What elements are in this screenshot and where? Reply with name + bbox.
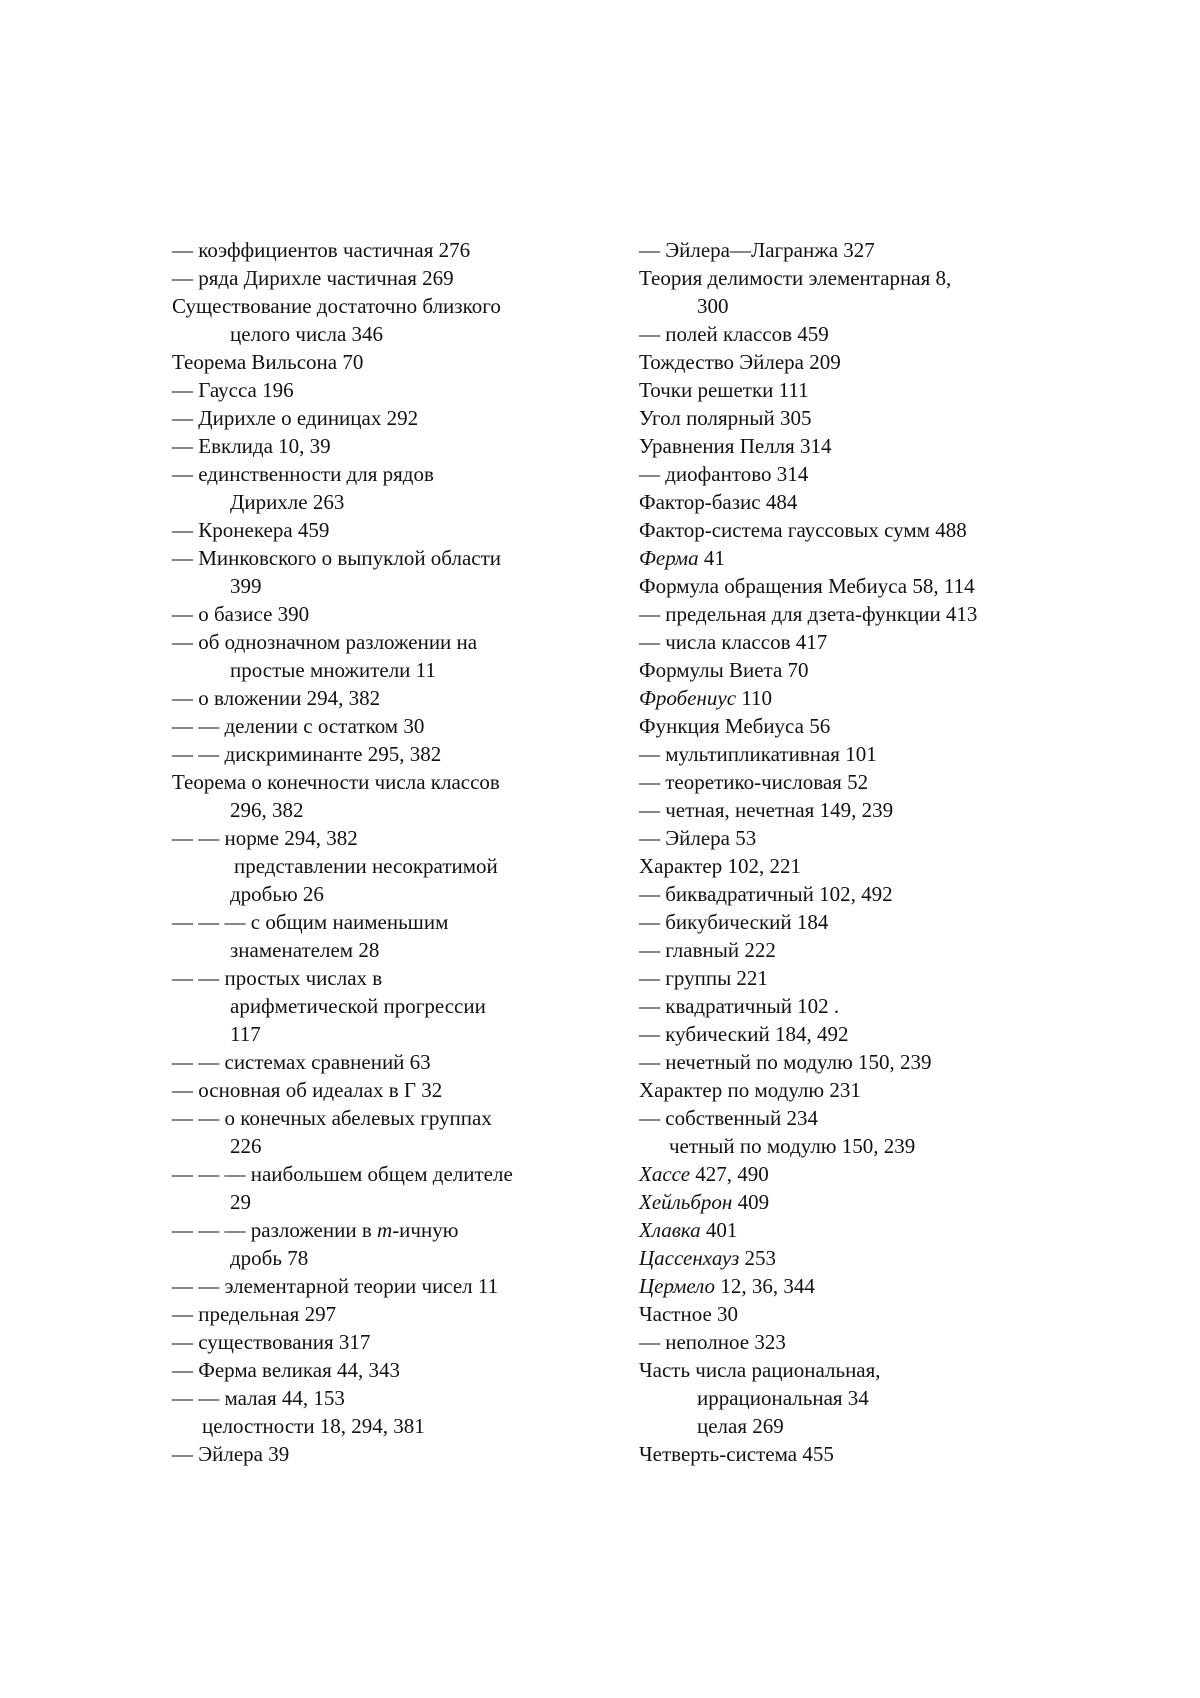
- index-entry-name: Цермело: [639, 1274, 716, 1298]
- index-entry-name: Фробениус: [639, 686, 737, 710]
- index-entry: — Евклида 10, 39: [172, 434, 331, 458]
- index-entry: Теория делимости элементарная 8,: [639, 266, 952, 290]
- index-entry: Точки решетки 111: [639, 378, 809, 402]
- index-entry-continuation: целая 269: [697, 1414, 784, 1438]
- index-entry: Существование достаточно близкого: [172, 294, 501, 318]
- index-entry: — — элементарной теории чисел 11: [172, 1274, 499, 1298]
- index-entry: — — простых числах в: [172, 966, 383, 990]
- index-entry: — о базисе 390: [172, 602, 310, 626]
- index-entry: [639, 684, 1059, 712]
- index-column-right: [639, 236, 1059, 1468]
- index-entry-continuation: Дирихле 263: [230, 490, 345, 514]
- index-entry: — — — наибольшем общем делителе: [172, 1162, 513, 1186]
- index-entry-continuation: 117: [230, 1022, 261, 1046]
- index-entry-text: — — — разложении в: [172, 1218, 378, 1242]
- index-entry: Тождество Эйлера 209: [639, 350, 841, 374]
- index-entry: — об однозначном разложении на: [172, 630, 478, 654]
- index-entry: Формулы Виета 70: [639, 658, 809, 682]
- index-entry-continuation: простые множители 11: [230, 658, 436, 682]
- index-entry-text: -ичную: [392, 1218, 459, 1242]
- index-entry: [172, 1216, 592, 1244]
- index-entry: — коэффициентов частичная 276: [172, 238, 471, 262]
- index-entry: — основная об идеалах в Г 32: [172, 1078, 443, 1102]
- index-entry: — биквадратичный 102, 492: [639, 882, 893, 906]
- index-entry: — — норме 294, 382: [172, 826, 358, 850]
- index-entry: — Минковского о выпуклой области: [172, 546, 502, 570]
- index-entry: — собственный 234: [639, 1106, 818, 1130]
- index-entry: — мультипликативная 101: [639, 742, 877, 766]
- index-entry: [639, 1244, 1059, 1272]
- index-entry: Угол полярный 305: [639, 406, 812, 430]
- index-entry: — Эйлера 53: [639, 826, 757, 850]
- index-entry: — предельная 297: [172, 1302, 337, 1326]
- index-entry: — — дискриминанте 295, 382: [172, 742, 442, 766]
- index-entry: Теорема Вильсона 70: [172, 350, 364, 374]
- index-entry: Теорема о конечности числа классов: [172, 770, 500, 794]
- index-entry-name: Хейльброн: [639, 1190, 733, 1214]
- index-entry: — Дирихле о единицах 292: [172, 406, 419, 430]
- index-entry-continuation: 399: [230, 574, 262, 598]
- index-entry-pages: 110: [736, 686, 773, 710]
- index-entry: [639, 544, 1059, 572]
- index-entry: Четверть-система 455: [639, 1442, 834, 1466]
- index-entry: Часть числа рациональная,: [639, 1358, 881, 1382]
- index-entry: — Ферма великая 44, 343: [172, 1358, 401, 1382]
- index-entry: — Гаусса 196: [172, 378, 294, 402]
- index-entry: — бикубический 184: [639, 910, 829, 934]
- index-entry: — неполное 323: [639, 1330, 786, 1354]
- index-entry: — — делении с остатком 30: [172, 714, 425, 738]
- index-entry: — Эйлера 39: [172, 1442, 290, 1466]
- index-entry-continuation: знаменателем 28: [230, 938, 380, 962]
- index-entry-pages: 427, 490: [690, 1162, 769, 1186]
- index-entry-name: Хассе: [639, 1162, 691, 1186]
- index-entry: — группы 221: [639, 966, 768, 990]
- index-entry: — числа классов 417: [639, 630, 828, 654]
- index-entry: — — — с общим наименьшим: [172, 910, 449, 934]
- math-variable: m: [377, 1218, 393, 1242]
- index-entry-continuation: 29: [230, 1190, 251, 1214]
- index-entry: — единственности для рядов: [172, 462, 434, 486]
- index-entry-continuation: целого числа 346: [230, 322, 384, 346]
- index-entry: — Кронекера 459: [172, 518, 330, 542]
- index-entry: — диофантово 314: [639, 462, 809, 486]
- index-entry-name: Хлавка: [639, 1218, 701, 1242]
- index-entry: — кубический 184, 492: [639, 1022, 849, 1046]
- index-entry: — Эйлера—Лагранжа 327: [639, 238, 875, 262]
- index-entry-pages: 253: [739, 1246, 777, 1270]
- index-entry: Уравнения Пелля 314: [639, 434, 832, 458]
- index-entry-continuation: представлении несократимой: [234, 854, 498, 878]
- index-entry: Характер по модулю 231: [639, 1078, 861, 1102]
- index-entry: — полей классов 459: [639, 322, 829, 346]
- index-entry-pages: 41: [698, 546, 725, 570]
- index-entry: [639, 1160, 1059, 1188]
- index-entry: — — малая 44, 153: [172, 1386, 345, 1410]
- index-entry: — — системах сравнений 63: [172, 1050, 431, 1074]
- index-entry-continuation: 226: [230, 1134, 262, 1158]
- index-entry: — о вложении 294, 382: [172, 686, 381, 710]
- index-entry: — предельная для дзета-функции 413: [639, 602, 978, 626]
- index-entry-continuation: 300: [697, 294, 729, 318]
- index-entry-pages: 401: [700, 1218, 738, 1242]
- index-entry: Характер 102, 221: [639, 854, 801, 878]
- index-entry-pages: 409: [732, 1190, 770, 1214]
- index-entry-continuation: четный по модулю 150, 239: [669, 1134, 916, 1158]
- index-entry: Фактор-система гауссовых сумм 488: [639, 518, 967, 542]
- index-entry-name: Цассенхауз: [639, 1246, 740, 1270]
- index-entry: — ряда Дирихле частичная 269: [172, 266, 454, 290]
- index-entry: — четная, нечетная 149, 239: [639, 798, 894, 822]
- index-column-left: [172, 236, 592, 1468]
- index-entry-continuation: дробь 78: [230, 1246, 309, 1270]
- index-entry: — теоретико-числовая 52: [639, 770, 869, 794]
- index-entry: — существования 317: [172, 1330, 371, 1354]
- index-entry-continuation: целостности 18, 294, 381: [202, 1414, 425, 1438]
- index-entry-continuation: арифметической прогрессии: [230, 994, 486, 1018]
- index-entry: — квадратичный 102 .: [639, 994, 840, 1018]
- index-entry-continuation: 296, 382: [230, 798, 304, 822]
- index-entry: Формула обращения Мебиуса 58, 114: [639, 574, 975, 598]
- index-entry: Частное 30: [639, 1302, 739, 1326]
- index-entry: [639, 1188, 1059, 1216]
- index-entry: Функция Мебиуса 56: [639, 714, 831, 738]
- index-entry: — — о конечных абелевых группах: [172, 1106, 492, 1130]
- index-entry-continuation: дробью 26: [230, 882, 324, 906]
- index-entry-name: Ферма: [639, 546, 699, 570]
- index-entry: [639, 1272, 1059, 1300]
- index-entry: — главный 222: [639, 938, 776, 962]
- index-entry-continuation: иррациональная 34: [697, 1386, 869, 1410]
- index-entry: [639, 1216, 1059, 1244]
- index-entry-pages: 12, 36, 344: [715, 1274, 815, 1298]
- index-entry: Фактор-базис 484: [639, 490, 798, 514]
- index-entry: — нечетный по модулю 150, 239: [639, 1050, 932, 1074]
